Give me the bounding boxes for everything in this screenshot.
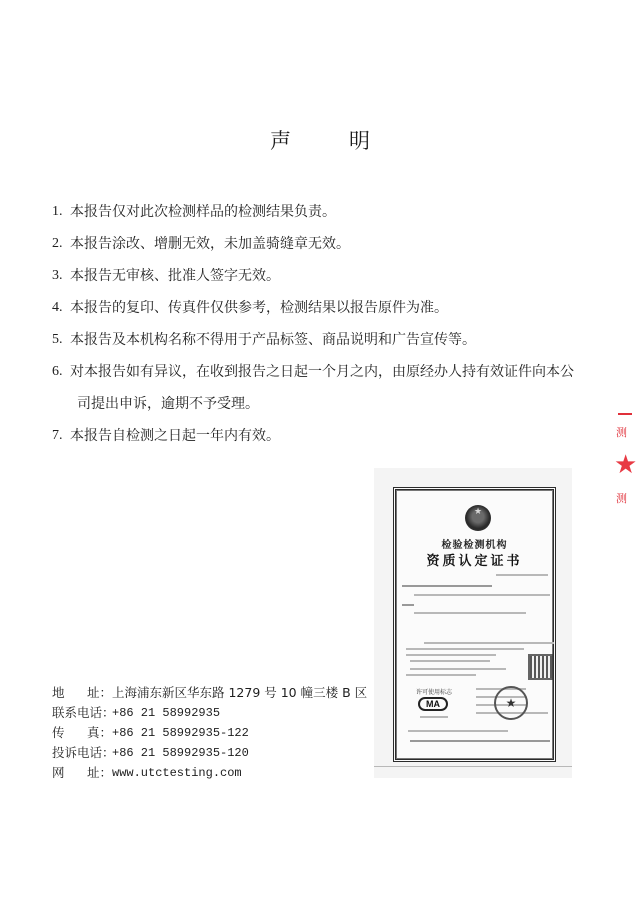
label-part: 传 xyxy=(52,725,65,740)
clause-text: 本报告自检测之日起一年内有效。 xyxy=(70,428,280,444)
clause-number: 3. xyxy=(52,268,63,283)
contact-phone xyxy=(52,703,367,723)
label-part: 地 xyxy=(52,685,65,700)
certificate-frame xyxy=(393,487,556,762)
phone-value: +86 21 58992935 xyxy=(112,706,221,720)
address-value: 上海浦东新区华东路 1279 号 10 幢三楼 B 区 xyxy=(112,685,368,700)
certificate-image xyxy=(374,468,572,778)
clause-number: 1. xyxy=(52,204,63,219)
clause-text: 本报告及本机构名称不得用于产品标签、商品说明和广告宣传等。 xyxy=(70,332,476,348)
website-link[interactable]: www.utctesting.com xyxy=(112,766,242,780)
clause-item xyxy=(52,196,612,228)
contact-website xyxy=(52,763,367,783)
clause-continuation: 司提出申诉，逾期不予受理。 xyxy=(77,396,259,412)
qr-code xyxy=(528,654,554,680)
contact-label: 投诉电话： xyxy=(52,745,115,760)
certificate-text-line xyxy=(402,604,414,606)
clause-number: 4. xyxy=(52,300,63,315)
certificate-text-line xyxy=(414,594,550,596)
clause-text: 对本报告如有异议，在收到报告之日起一个月之内，由原经办人持有效证件向本公 xyxy=(70,364,574,380)
scan-edge-line xyxy=(374,766,572,767)
certificate-heading-2: 资质认定证书 xyxy=(426,554,523,569)
contact-fax xyxy=(52,723,367,743)
contact-complaint xyxy=(52,743,367,763)
red-stamp xyxy=(614,410,640,520)
clause-number: 5. xyxy=(52,332,63,347)
certificate-text-line xyxy=(496,574,548,576)
certificate-text-line xyxy=(408,730,508,732)
contact-label xyxy=(52,763,112,783)
certificate-text-line xyxy=(406,674,476,676)
certificate-text-line xyxy=(410,668,506,670)
contact-label: 联系电话： xyxy=(52,705,115,720)
clause-number: 7. xyxy=(52,428,63,443)
seal-icon: ★ xyxy=(494,686,528,720)
label-part: 址： xyxy=(86,765,112,780)
certificate-text-line xyxy=(402,585,492,587)
cma-mark: MA xyxy=(418,697,448,711)
star-icon: ★ xyxy=(473,507,483,517)
label-part: 址： xyxy=(86,685,112,700)
national-emblem-icon xyxy=(465,505,491,531)
certificate-text-line xyxy=(414,612,526,614)
certificate-text-line xyxy=(406,654,496,656)
contact-info xyxy=(52,683,367,783)
clause-item xyxy=(52,356,612,388)
clause-text: 本报告的复印、传真件仅供参考，检测结果以报告原件为准。 xyxy=(70,300,448,316)
certificate-text-line xyxy=(424,642,554,644)
clause-number: 6. xyxy=(52,364,63,379)
mark-label: 许可使用标志 xyxy=(416,689,453,696)
clause-item xyxy=(52,260,612,292)
clause-item xyxy=(52,228,612,260)
clause-list xyxy=(52,196,612,452)
clause-item xyxy=(52,324,612,356)
clause-text: 本报告涂改、增删无效，未加盖骑缝章无效。 xyxy=(70,236,350,252)
complaint-phone-value: +86 21 58992935-120 xyxy=(112,746,249,760)
stamp-bar xyxy=(618,413,632,415)
star-icon: ★ xyxy=(614,450,638,480)
stamp-char: 测 xyxy=(616,426,627,439)
stamp-char: 测 xyxy=(616,492,627,505)
clause-text: 本报告无审核、批准人签字无效。 xyxy=(70,268,280,284)
contact-label xyxy=(52,723,112,743)
certificate-text-line xyxy=(410,660,490,662)
clause-number: 2. xyxy=(52,236,63,251)
page-title: 声明 xyxy=(270,129,428,153)
clause-item xyxy=(52,292,612,324)
certificate-text-line xyxy=(410,740,550,742)
certificate-heading-1: 检验检测机构 xyxy=(441,540,508,551)
clause-item xyxy=(52,420,612,452)
certificate-text-line xyxy=(406,648,524,650)
label-part: 真： xyxy=(86,725,112,740)
clause-text: 本报告仅对此次检测样品的检测结果负责。 xyxy=(70,204,336,220)
fax-value: +86 21 58992935-122 xyxy=(112,726,249,740)
label-part: 网 xyxy=(52,765,65,780)
certificate-text-line xyxy=(420,716,448,718)
contact-address xyxy=(52,683,367,703)
contact-label xyxy=(52,683,112,703)
